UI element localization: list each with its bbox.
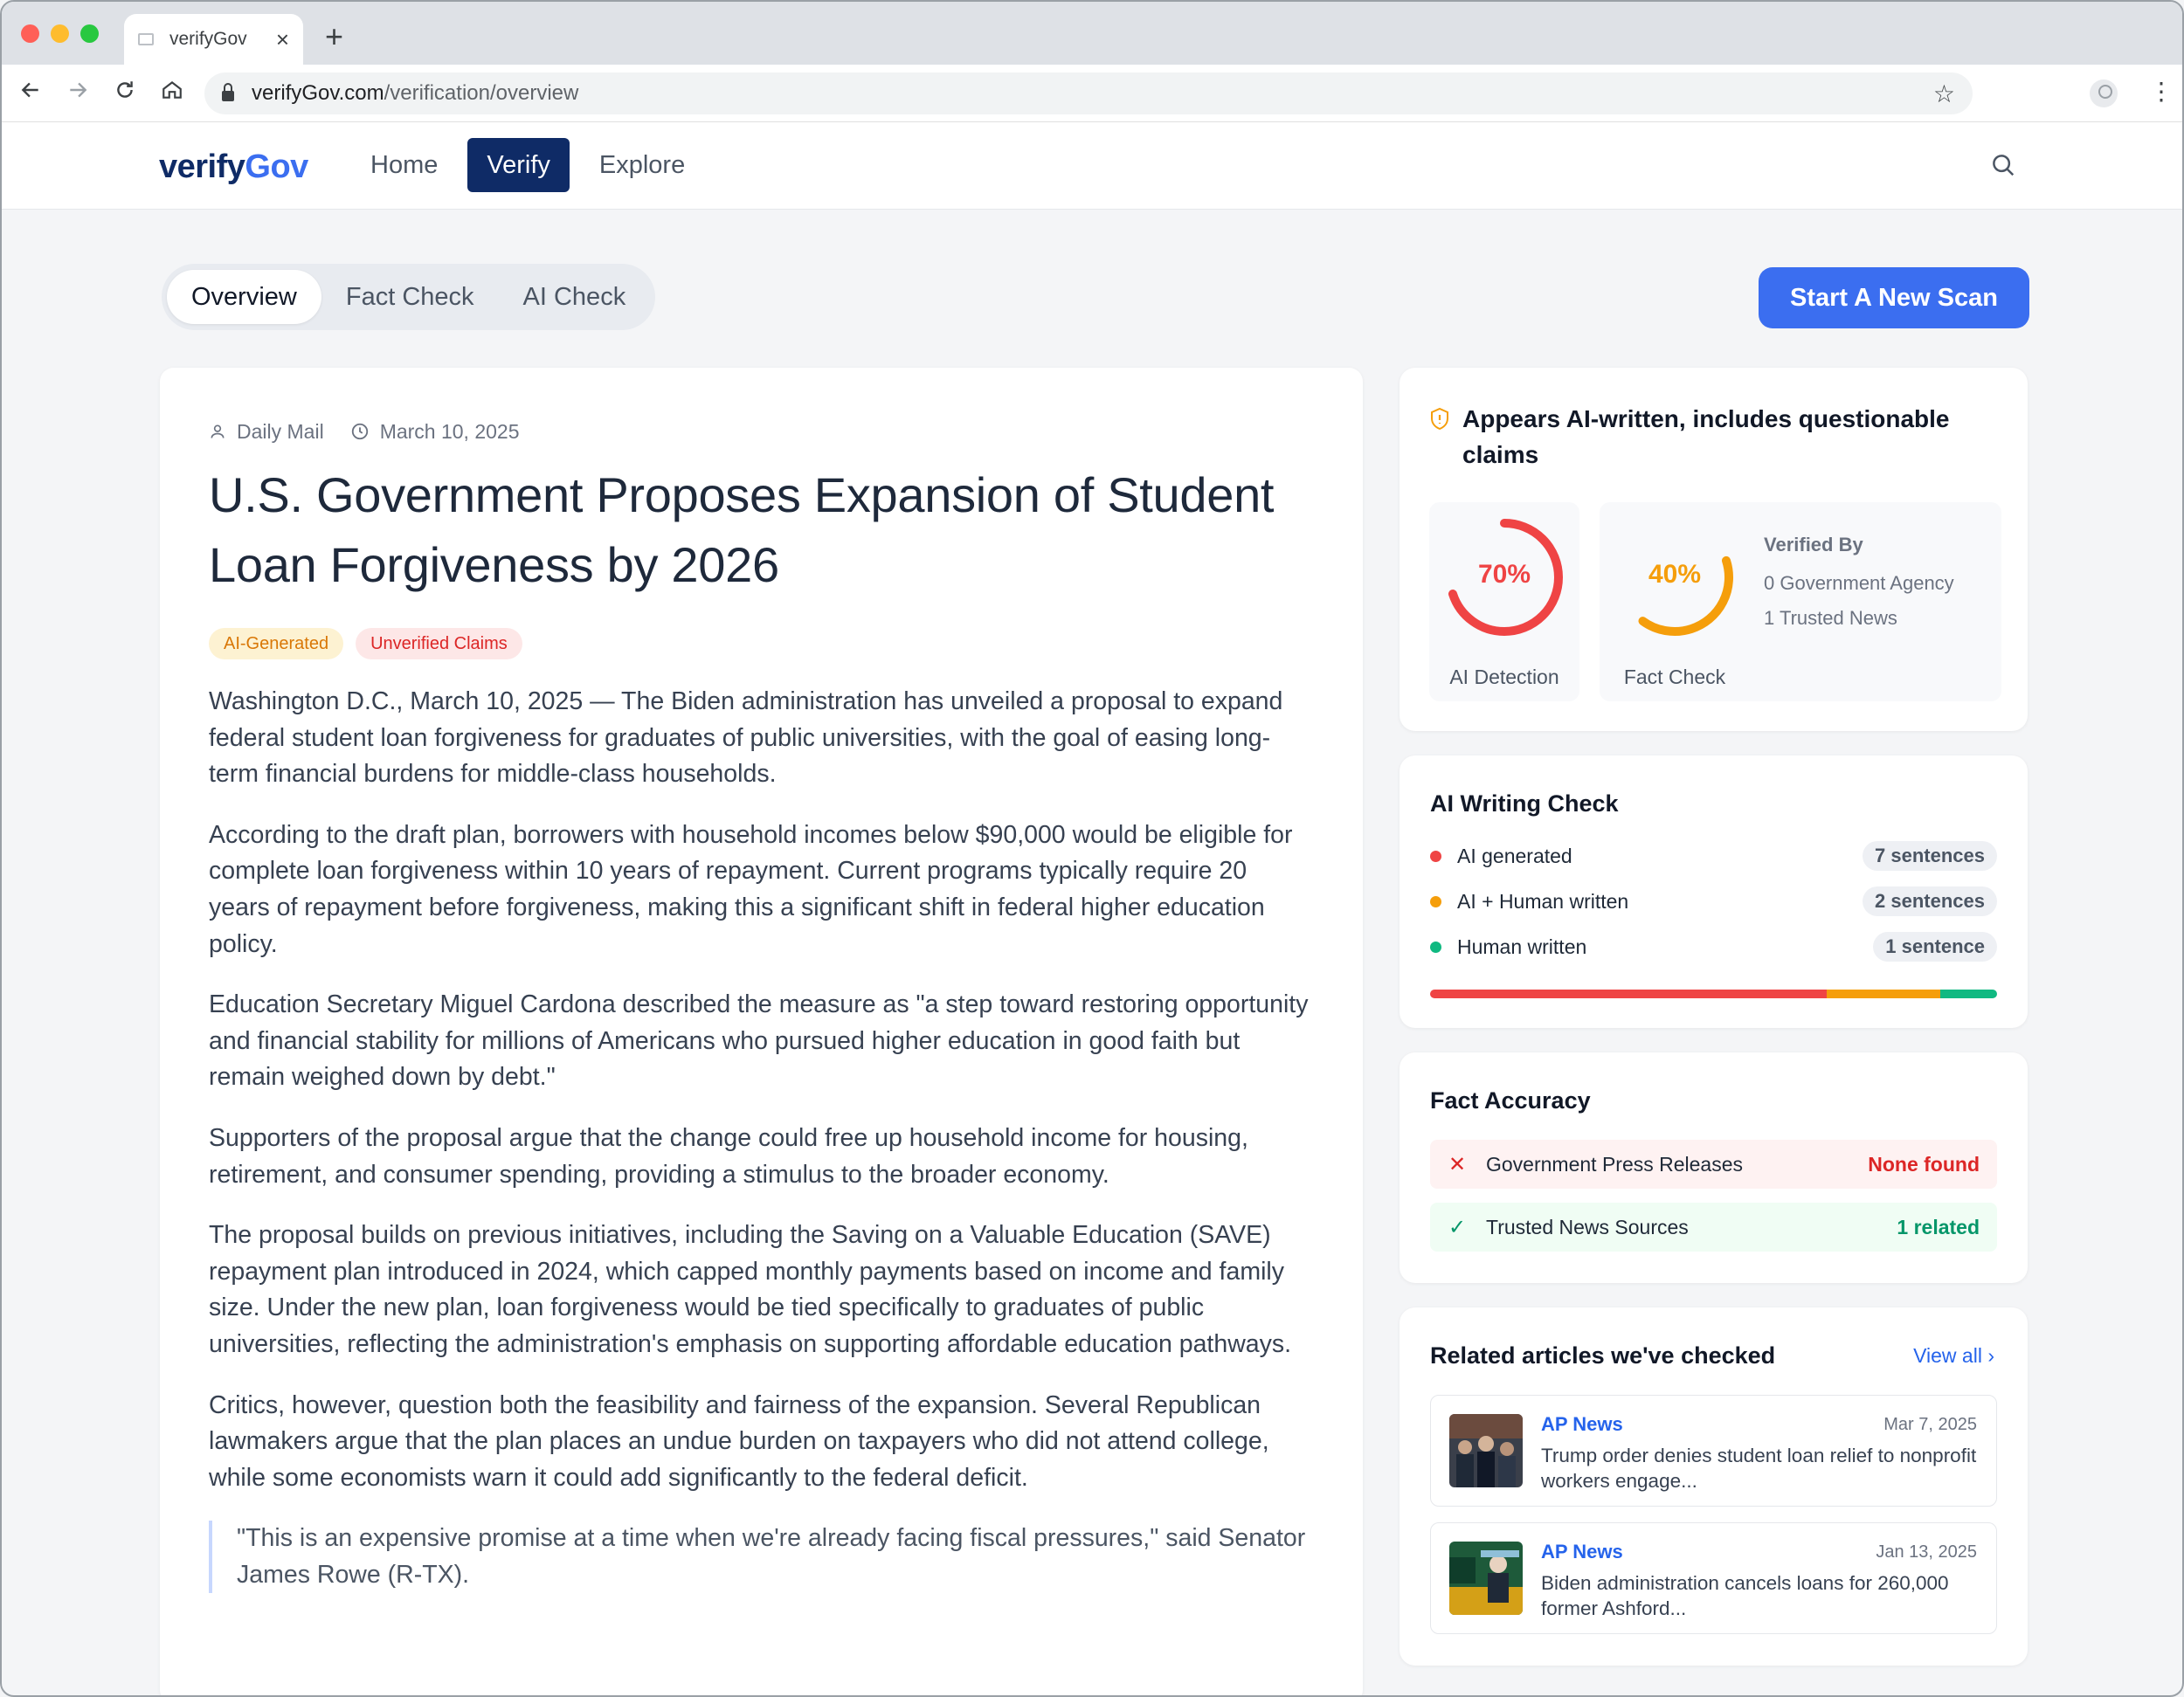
tab-overview[interactable]: Overview: [167, 270, 321, 324]
writing-distribution-bar: [1430, 990, 1997, 998]
article-body: [209, 684, 1314, 1593]
zoom-window-button[interactable]: [80, 24, 99, 43]
browser-menu-icon[interactable]: ⋮: [2149, 78, 2174, 105]
clock-icon: [350, 422, 370, 441]
fact-check-gauge: [1600, 502, 2001, 701]
verified-by-news: 1 Trusted News: [1764, 607, 1897, 629]
favicon-icon: [138, 33, 154, 45]
article-paragraph: Critics, however, question both the feasibility and fairness of the expansion. Several Republican lawmakers argue that the plan places an undue burden on taxpayers who did not attend college, while some economists warn it could add significantly to the federal deficit.: [209, 1390, 1269, 1492]
article-paragraph: Supporters of the proposal argue that the change could free up household income for housing, retirement, and consumer spending, providing a stimulus to the broader economy.: [209, 1123, 1248, 1189]
sentence-count: 7 sentences: [1863, 841, 1997, 871]
main-nav: [351, 138, 704, 192]
address-bar[interactable]: [204, 72, 1973, 114]
article-date: March 10, 2025: [350, 420, 520, 444]
related-source: AP News: [1541, 1413, 1623, 1435]
browser-tabstrip: [2, 2, 2182, 65]
minimize-window-button[interactable]: [51, 24, 69, 43]
forward-arrow-icon[interactable]: [66, 79, 89, 106]
profile-avatar-icon[interactable]: [2090, 79, 2118, 107]
bookmark-star-icon[interactable]: ☆: [1932, 79, 1955, 107]
close-window-button[interactable]: [21, 24, 39, 43]
ai-writing-check-title: AI Writing Check: [1430, 790, 1619, 817]
view-tabs: [162, 264, 655, 330]
ai-detection-gauge: [1429, 502, 1579, 701]
article-paragraph: Washington D.C., March 10, 2025 — The Biden administration has unveiled a proposal to expand federal student loan forgiveness for graduates of public universities, with the goal of easing long-term financial burdens for middle-class households.: [209, 687, 1283, 789]
article-thumbnail: [1449, 1414, 1523, 1487]
shield-warning-icon: [1429, 407, 1450, 431]
home-icon[interactable]: [161, 79, 183, 106]
verified-by: [1764, 534, 1954, 642]
lock-icon: [222, 91, 234, 101]
view-all-link[interactable]: View all ›: [1913, 1344, 1994, 1367]
related-date: Mar 7, 2025: [1883, 1415, 1977, 1434]
related-articles-card: [1400, 1307, 2028, 1666]
new-tab-icon[interactable]: +: [325, 18, 344, 54]
fact-check-caption: Fact Check: [1623, 666, 1726, 688]
status-text: 1 related: [1897, 1215, 1980, 1238]
article-paragraph: According to the draft plan, borrowers with household incomes below $90,000 would be eligible for complete loan forgiveness within 10 years of repayment. Current programs typically require 20 years of repayment before forgiveness, making this a significant shift in federal higher education policy.: [209, 820, 1293, 958]
fact-accuracy-card: [1400, 1052, 2028, 1283]
app-header: [2, 122, 2182, 210]
chevron-right-icon: ›: [1987, 1344, 1994, 1367]
sentence-count: 1 sentence: [1873, 932, 1997, 962]
article-title: U.S. Government Proposes Expansion of Student Loan Forgiveness by 2026: [209, 467, 1275, 592]
url-text: verifyGov.com/verification/overview: [252, 81, 579, 105]
ai-detection-percent: 70%: [1477, 560, 1531, 589]
red-dot-icon: [1430, 851, 1441, 862]
ai-writing-check-card: [1400, 755, 2028, 1028]
ai-generated-badge: AI-Generated: [209, 628, 343, 659]
tab-title: verifyGov: [169, 29, 247, 49]
nav-verify[interactable]: Verify: [467, 138, 570, 192]
unverified-claims-badge: Unverified Claims: [356, 628, 522, 659]
browser-toolbar: [2, 65, 2182, 122]
start-new-scan-button[interactable]: Start A New Scan: [1759, 267, 2029, 328]
article-paragraph: Education Secretary Miguel Cardona described the measure as "a step toward restoring opportunity and financial stability for millions of Americans who pursued higher education in good faith but remain weighed down by debt.": [209, 990, 1309, 1092]
article-source: Daily Mail: [209, 420, 324, 444]
fact-check-percent: 40%: [1648, 560, 1702, 589]
x-icon: ✕: [1448, 1152, 1467, 1176]
reload-icon[interactable]: [114, 79, 136, 106]
distribution-segment: [1827, 990, 1940, 998]
trusted-news-row[interactable]: ✓ Trusted News Sources 1 related: [1430, 1203, 1997, 1252]
article-meta: [209, 415, 1314, 448]
verdict-heading: [1429, 401, 2004, 473]
related-headline: Trump order denies student loan relief to nonprofit workers engage...: [1541, 1445, 1977, 1492]
article-quote: "This is an expensive promise at a time when we're already facing fiscal pressures," said Senator James Rowe (R-TX).: [209, 1521, 1314, 1593]
related-articles-title: Related articles we've checked: [1430, 1342, 1776, 1369]
writing-row-ai: AI generated 7 sentences: [1430, 839, 1997, 873]
related-source: AP News: [1541, 1541, 1623, 1562]
tab-fact-check[interactable]: Fact Check: [345, 282, 474, 311]
back-arrow-icon[interactable]: [19, 79, 42, 106]
sentence-count: 2 sentences: [1863, 886, 1997, 916]
related-headline: Biden administration cancels loans for 260,000 former Ashford...: [1541, 1572, 1949, 1619]
verified-by-title: Verified By: [1764, 534, 1863, 555]
related-article-item[interactable]: [1430, 1522, 1997, 1634]
writing-row-mixed: AI + Human written 2 sentences: [1430, 885, 1997, 918]
check-icon: ✓: [1448, 1215, 1467, 1239]
nav-home[interactable]: Home: [370, 150, 439, 179]
related-article-item[interactable]: [1430, 1395, 1997, 1507]
article-badges: [209, 628, 1314, 659]
amber-dot-icon: [1430, 896, 1441, 907]
tab-close-icon[interactable]: ×: [275, 26, 289, 52]
search-icon[interactable]: [1990, 152, 2016, 178]
article-paragraph: The proposal builds on previous initiatives, including the Saving on a Valuable Education (SAVE) repayment plan introduced in 2024, which capped monthly payments based on income and family size. Under the new plan, loan forgiveness would be tied specifically to graduates of public universities, reflecting the administration's emphasis on supporting affordable education pathways.: [209, 1221, 1292, 1358]
article-card: [160, 368, 1363, 1697]
article-thumbnail: [1449, 1542, 1523, 1615]
government-press-row[interactable]: ✕ Government Press Releases None found: [1430, 1140, 1997, 1189]
browser-tab[interactable]: [124, 14, 303, 65]
fact-accuracy-title: Fact Accuracy: [1430, 1087, 1591, 1114]
related-date: Jan 13, 2025: [1876, 1542, 1977, 1562]
ai-detection-caption: AI Detection: [1449, 666, 1559, 688]
distribution-segment: [1430, 990, 1827, 998]
nav-explore[interactable]: Explore: [598, 150, 686, 179]
verifygov-logo[interactable]: verifyGov: [159, 148, 308, 185]
verification-summary-card: [1400, 368, 2028, 731]
verdict-text: Appears AI-written, includes questionable claims: [1462, 405, 1950, 468]
verified-by-government: 0 Government Agency: [1764, 572, 1954, 594]
status-text: None found: [1868, 1152, 1980, 1176]
writing-row-human: Human written 1 sentence: [1430, 930, 1997, 963]
green-dot-icon: [1430, 942, 1441, 953]
user-icon: [209, 423, 226, 440]
tab-ai-check[interactable]: AI Check: [522, 282, 626, 311]
distribution-segment: [1940, 990, 1997, 998]
